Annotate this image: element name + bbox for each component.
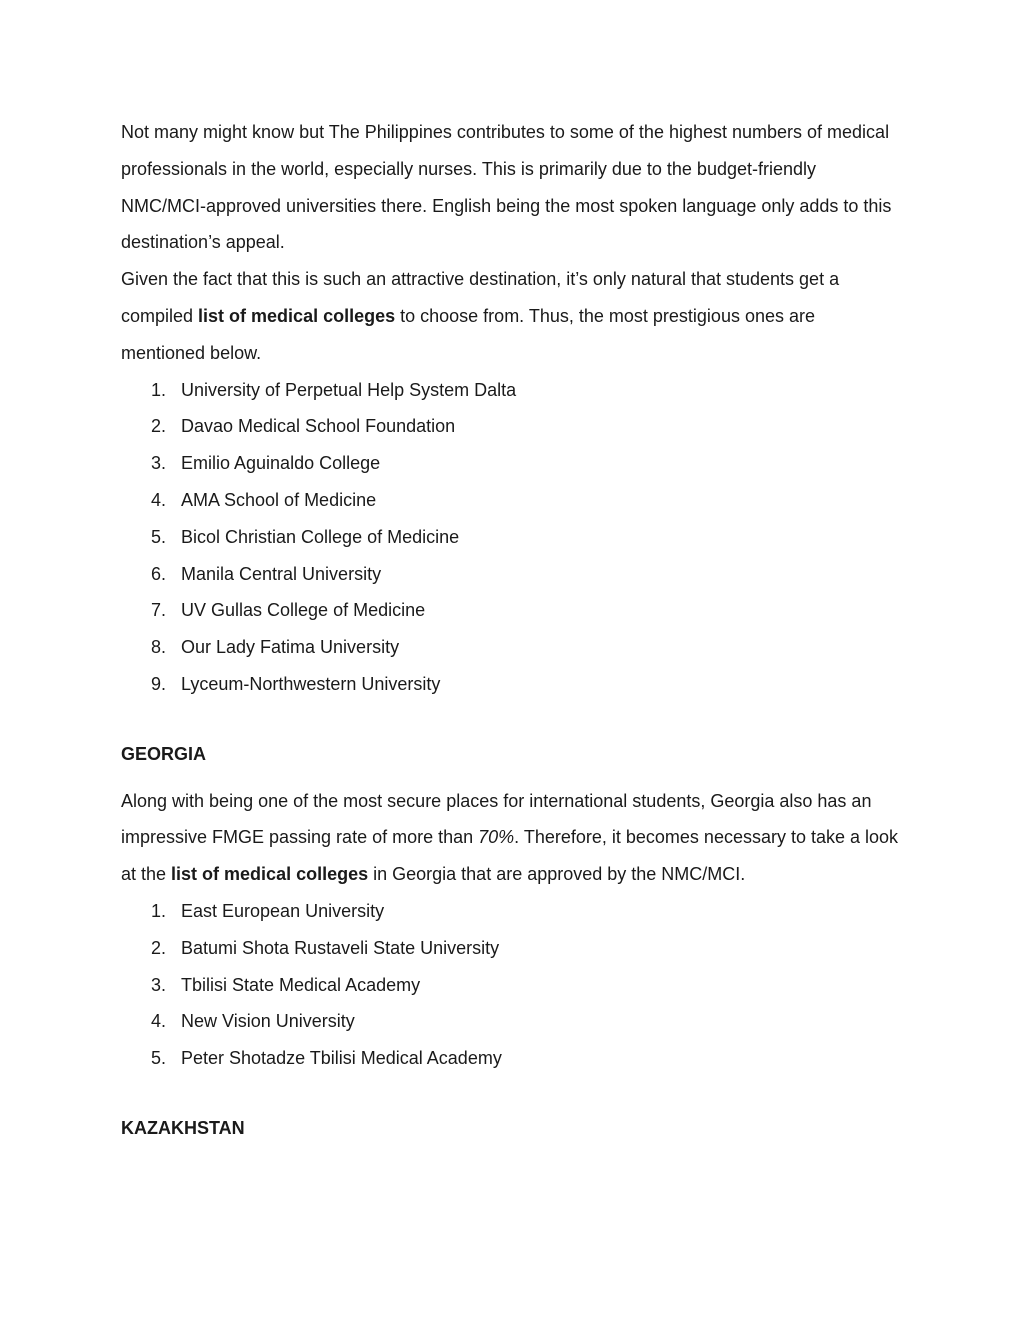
- list-item-number: 7.: [151, 600, 167, 621]
- list-item: [121, 1003, 901, 1040]
- list-item: [121, 592, 901, 629]
- list-item: [121, 893, 901, 930]
- list-item-number: 9.: [151, 673, 167, 694]
- list-item: [121, 967, 901, 1004]
- list-item-text: Lyceum-Northwestern University: [181, 673, 441, 694]
- section-heading-georgia: GEORGIA: [121, 743, 207, 764]
- georgia-para-italic: 70%: [478, 827, 515, 848]
- list-item: [121, 519, 901, 556]
- list-item-number: 1.: [151, 379, 167, 400]
- list-item: [121, 408, 901, 445]
- list-item-number: 4.: [151, 489, 167, 510]
- philippines-list-intro-paragraph: [121, 261, 901, 371]
- list-item: [121, 629, 901, 666]
- list-item-number: 1.: [151, 900, 167, 921]
- list-item-text: Bicol Christian College of Medicine: [181, 526, 460, 547]
- spacer: [121, 1077, 901, 1110]
- section-heading-kazakhstan: KAZAKHSTAN: [121, 1117, 245, 1138]
- list-item-number: 8.: [151, 637, 167, 658]
- philippines-intro-paragraph: Not many might know but The Philippines contributes to some of the highest numbers of medical professionals in the world, especially nurses. This is primarily due to the budget-friendly NMC/MCI-approved universities there. English being the most spoken language only adds to this destination’s appeal.: [121, 122, 892, 253]
- list-item: [121, 930, 901, 967]
- list-item-text: Peter Shotadze Tbilisi Medical Academy: [181, 1048, 502, 1069]
- spacer: [121, 703, 901, 736]
- list-item-text: Manila Central University: [181, 563, 382, 584]
- list-item-number: 4.: [151, 1011, 167, 1032]
- philippines-college-list: [121, 372, 901, 703]
- document-page: [121, 114, 901, 1147]
- list-item-number: 3.: [151, 974, 167, 995]
- list-item: [121, 556, 901, 593]
- list-item: [121, 372, 901, 409]
- list-item-text: East European University: [181, 900, 385, 921]
- list-item: [121, 1040, 901, 1077]
- spacer: [121, 773, 901, 783]
- list-item-text: AMA School of Medicine: [181, 489, 377, 510]
- list-item-text: Emilio Aguinaldo College: [181, 453, 381, 474]
- georgia-para-bold: list of medical colleges: [171, 864, 369, 885]
- list-item-number: 2.: [151, 937, 167, 958]
- philippines-para2-text-after: to choose from. Thus, the most prestigious ones are mentioned below.: [121, 305, 816, 363]
- list-item-number: 6.: [151, 563, 167, 584]
- list-item-text: University of Perpetual Help System Dalta: [181, 379, 517, 400]
- list-item-number: 3.: [151, 453, 167, 474]
- list-item: [121, 445, 901, 482]
- list-item: [121, 666, 901, 703]
- list-item-text: Davao Medical School Foundation: [181, 416, 456, 437]
- list-item-number: 2.: [151, 416, 167, 437]
- philippines-para2-text-before: Given the fact that this is such an attractive destination, it’s only natural that students get a compiled: [121, 269, 840, 326]
- list-item-number: 5.: [151, 526, 167, 547]
- philippines-para2-bold: list of medical colleges: [198, 305, 396, 326]
- list-item-text: Batumi Shota Rustaveli State University: [181, 937, 500, 958]
- georgia-para-text-before: Along with being one of the most secure places for international students, Georgia also has an impressive FMGE passing rate of more than: [121, 790, 872, 848]
- list-item-text: New Vision University: [181, 1011, 355, 1032]
- georgia-para-text-after: in Georgia that are approved by the NMC/MCI.: [368, 864, 746, 885]
- list-item-number: 5.: [151, 1048, 167, 1069]
- list-item-text: Our Lady Fatima University: [181, 637, 400, 658]
- georgia-intro-paragraph: [121, 783, 901, 893]
- list-item-text: UV Gullas College of Medicine: [181, 600, 426, 621]
- list-item-text: Tbilisi State Medical Academy: [181, 974, 421, 995]
- georgia-para-text-middle: . Therefore, it becomes necessary to take a look at the: [121, 827, 899, 885]
- list-item: [121, 482, 901, 519]
- georgia-college-list: [121, 893, 901, 1077]
